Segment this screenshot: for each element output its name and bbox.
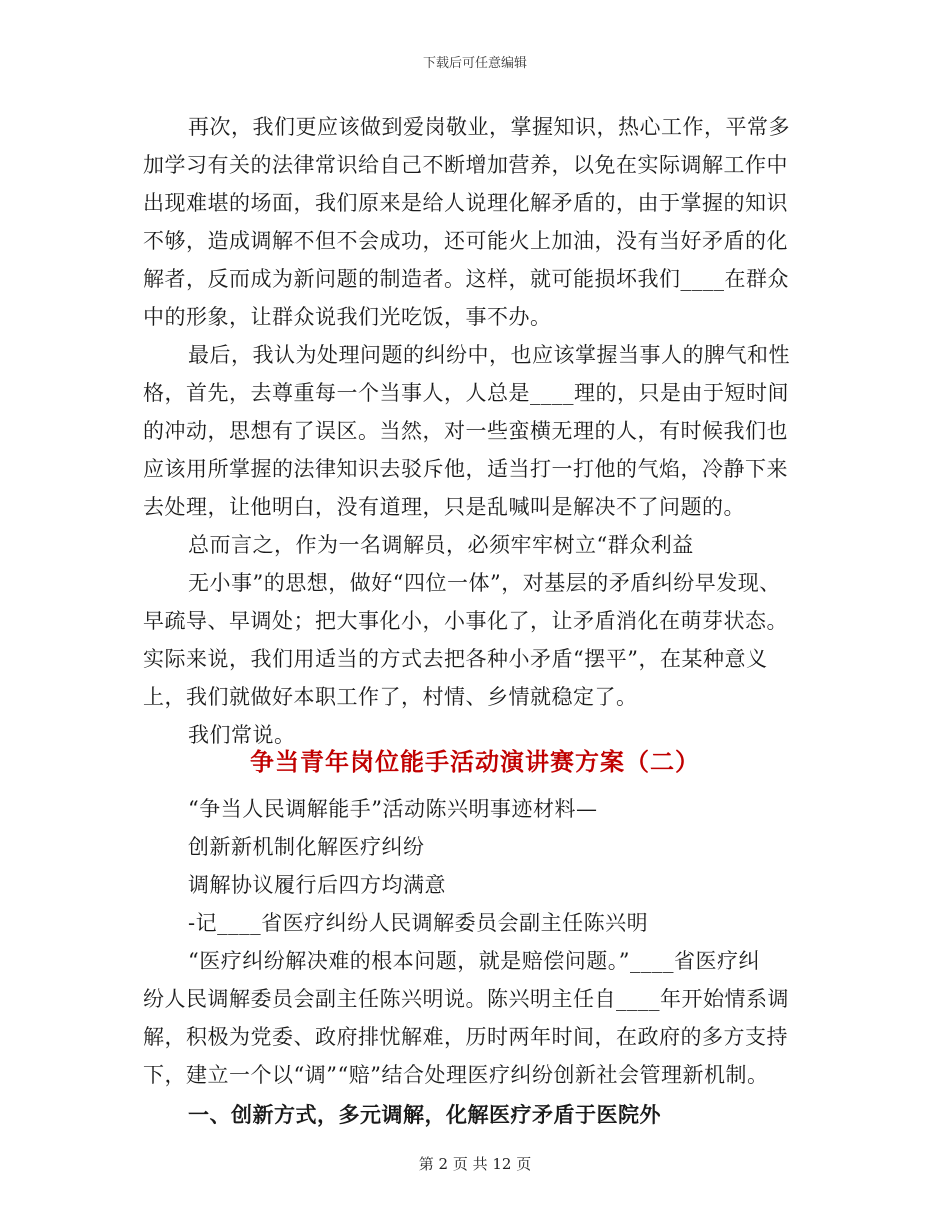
body-line: 解者，反而成为新问题的制造者。这样，就可能损坏我们____在群众 [143, 267, 789, 291]
body-line: 应该用所掌握的法律知识去驳斥他，适当打一打他的气焰，冷静下来 [143, 457, 788, 481]
page-footer: 第 2 页 共 12 页 [418, 1155, 532, 1173]
body-line: 早疏导、早调处；把大事化小，小事化了，让矛盾消化在萌芽状态。 [143, 609, 788, 633]
section-line: “医疗纠纷解决难的根本问题，就是赔偿问题。”____省医疗纠 [188, 949, 760, 973]
section-line: 创新新机制化解医疗纠纷 [188, 835, 425, 859]
body-line: 实际来说，我们用适当的方式去把各种小矛盾“摆平”，在某种意义 [143, 647, 768, 671]
section-line: 纷人民调解委员会副主任陈兴明说。陈兴明主任自____年开始情系调 [143, 987, 789, 1011]
body-line: 去处理，让他明白，没有道理，只是乱喊叫是解决不了问题的。 [143, 495, 745, 519]
section-line: “争当人民调解能手”活动陈兴明事迹材料— [188, 797, 598, 821]
body-line: 再次，我们更应该做到爱岗敬业，掌握知识，热心工作，平常多 [188, 115, 790, 139]
section-line: 调解协议履行后四方均满意 [188, 873, 446, 897]
body-line: 不够，造成调解不但不会成功，还可能火上加油，没有当好矛盾的化 [143, 229, 788, 253]
body-line: 出现难堪的场面，我们原来是给人说理化解矛盾的，由于掌握的知识 [143, 191, 788, 215]
body-line: 加学习有关的法律常识给自己不断增加营养，以免在实际调解工作中 [143, 153, 788, 177]
section-line: -记____省医疗纠纷人民调解委员会副主任陈兴明 [188, 911, 649, 935]
body-line: 总而言之，作为一名调解员，必须牢牢树立“群众利益 [188, 533, 694, 557]
body-line: 无小事”的思想，做好“四位一体”，对基层的矛盾纠纷早发现、 [188, 571, 781, 595]
body-line: 上，我们就做好本职工作了，村情、乡情就稳定了。 [143, 685, 638, 709]
body-line: 最后，我认为处理问题的纠纷中，也应该掌握当事人的脾气和性 [188, 343, 790, 367]
body-line: 的冲动，思想有了误区。当然，对一些蛮横无理的人，有时候我们也 [143, 419, 788, 443]
section-line: 解，积极为党委、政府排忧解难，历时两年时间，在政府的多方支持 [143, 1025, 788, 1049]
body-line: 中的形象，让群众说我们光吃饭，事不办。 [143, 305, 552, 329]
section-heading: 一、创新方式，多元调解，化解医疗矛盾于医院外 [188, 1102, 661, 1127]
body-line: 格，首先，去尊重每一个当事人，人总是____理的，只是由于短时间 [143, 381, 789, 405]
body-line: 我们常说。 [188, 723, 296, 747]
page-header: 下载后可任意编辑 [422, 56, 527, 71]
document-title: 争当青年岗位能手活动演讲赛方案（二） [250, 747, 700, 776]
section-line: 下，建立一个以“调”“赔”结合处理医疗纠纷创新社会管理新机制。 [143, 1063, 769, 1087]
